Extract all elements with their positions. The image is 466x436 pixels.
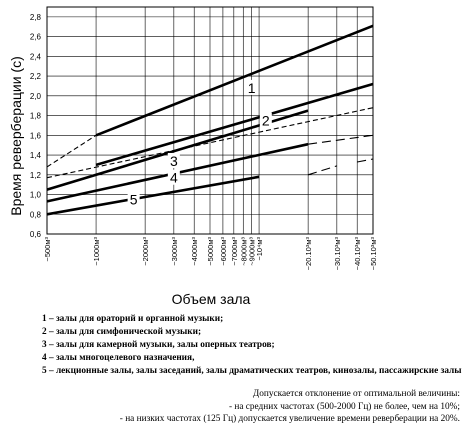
grid bbox=[47, 7, 373, 234]
x-tick-label: ~7000м³ bbox=[229, 236, 239, 266]
x-tick-label: ~9000м³ bbox=[247, 237, 257, 266]
note-line: Допускается отклонение от оптимальной величины: bbox=[252, 389, 460, 399]
x-tick-label: ~50.10³м³ bbox=[369, 237, 378, 271]
curve-label: 5 bbox=[129, 191, 138, 208]
note-line: - на низких частотах (125 Гц) допускается увеличение времени реверберации на 20%. bbox=[119, 414, 460, 424]
y-tick-label: 1,6 bbox=[29, 131, 41, 141]
x-axis-label: Объем зала bbox=[171, 291, 251, 307]
legend-item: 1 – залы для ораторий и органной музыки; bbox=[42, 314, 224, 324]
x-tick-labels bbox=[43, 236, 378, 270]
series-line-1 bbox=[96, 26, 373, 136]
x-tick-label: ~8000м³ bbox=[239, 236, 249, 266]
curve-label: 2 bbox=[261, 112, 270, 129]
legend-item: 2 – залы для симфонической музыки; bbox=[42, 327, 202, 337]
y-tick-label: 2,0 bbox=[29, 91, 41, 101]
x-tick-label: ~30.10³м³ bbox=[332, 237, 342, 271]
y-tick-labels bbox=[30, 13, 42, 239]
note-line: - на средних частотах (500-2000 Гц) не более, чем на 10%; bbox=[228, 401, 460, 412]
legend-item: 4 – залы многоцелевого назначения, bbox=[42, 353, 195, 363]
y-tick-label: 2,4 bbox=[29, 52, 41, 62]
dashed-series-line bbox=[308, 135, 373, 144]
y-tick-label: 0,6 bbox=[29, 230, 41, 239]
x-tick-label: ~10⁴м³ bbox=[255, 237, 265, 261]
x-tick-label: ~2000м³ bbox=[141, 237, 151, 266]
curve-label: 1 bbox=[247, 79, 256, 96]
y-tick-label: 1,2 bbox=[29, 170, 41, 180]
x-tick-label: ~3000м³ bbox=[169, 237, 179, 266]
y-tick-label: 1,0 bbox=[29, 190, 41, 200]
dashed-series-line bbox=[47, 135, 96, 167]
x-tick-label: ~5000м³ bbox=[206, 237, 215, 266]
curve-label: 3 bbox=[169, 152, 178, 169]
y-tick-label: 2,6 bbox=[29, 32, 41, 42]
y-tick-label: 2,2 bbox=[29, 72, 41, 82]
series-line-2 bbox=[96, 84, 373, 165]
x-tick-label: ~1000м³ bbox=[92, 237, 102, 266]
x-tick-label: ~500м³ bbox=[43, 237, 52, 262]
dashed-series-line bbox=[308, 166, 337, 175]
x-tick-label: ~40.10³м³ bbox=[353, 237, 363, 271]
y-tick-label: 2,8 bbox=[29, 12, 41, 22]
y-tick-label: 0,8 bbox=[29, 210, 41, 220]
x-tick-label: ~6000м³ bbox=[218, 237, 228, 266]
x-tick-label: ~20.10³м³ bbox=[304, 237, 314, 271]
legend bbox=[6, 313, 462, 378]
dashed-series-line bbox=[357, 159, 373, 162]
x-tick-label: ~4000м³ bbox=[190, 237, 200, 266]
curve-label: 4 bbox=[169, 169, 178, 186]
y-tick-label: 1,8 bbox=[29, 111, 41, 121]
y-axis-label: Время реверберации (с) bbox=[8, 56, 24, 216]
y-tick-label: 1,4 bbox=[29, 151, 41, 161]
legend-item: 3 – залы для камерной музыки, залы оперных театров; bbox=[42, 340, 275, 350]
tolerance-note bbox=[120, 388, 460, 426]
legend-item: 5 – лекционные залы, залы заседаний, залы драматических театров, кинозалы, пассажирские залы bbox=[42, 366, 462, 376]
